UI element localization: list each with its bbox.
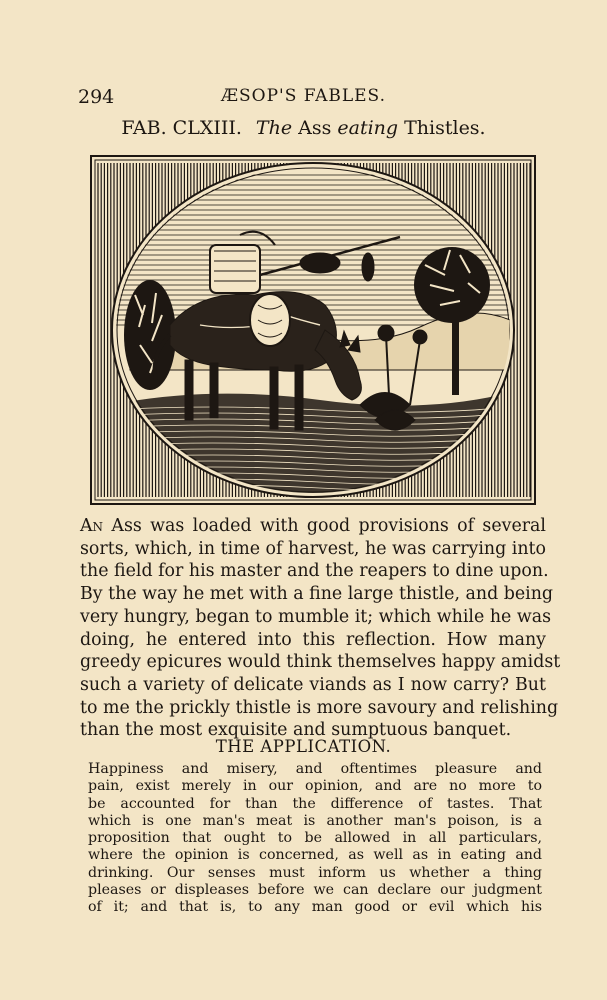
fable-number: FAB. CLXIII. [121,117,242,139]
title-ass: Ass [292,117,338,139]
text-line: Happiness and misery, and oftentimes pleasure and [88,761,542,777]
dropcap-word: An [80,516,104,536]
title-thistles: Thistles. [398,117,486,139]
fable-text [80,515,561,742]
text-line: be accounted for than the difference of tastes. That [88,795,542,812]
page-number: 294 [78,86,115,108]
text-line: By the way he met with a fine large thistle, and being [80,584,554,605]
running-head: ÆSOP'S FABLES. [221,86,386,106]
title-eating: eating [337,117,399,139]
text-line: very hungry, began to mumble it; which while he was [80,606,552,627]
text-line: pain, exist merely in our opinion, and are no more to [88,778,542,795]
text-line: doing, he entered into this reflection. How many [80,629,546,650]
text-line: greedy epicures would think themselves happy amidst [80,652,561,673]
application-text [88,761,542,916]
text-line: pleases or displeases before we can declare our judgment [88,881,542,898]
text-line: the field for his master and the reapers to dine upon. [80,561,549,582]
text-line: drinking. Our senses must inform us whether a thing [88,864,542,881]
text-line [80,515,546,538]
text-line: which is one man's meat is another man's poison, is a [88,812,542,829]
text-line: to me the prickly thistle is more savoury and relishing [80,697,559,718]
text-line-content: Ass was loaded with good provisions of several [103,516,546,536]
title-the: The [255,117,293,139]
fable-title [0,117,607,139]
application-heading: THE APPLICATION. [215,737,392,756]
woodcut-illustration [90,155,536,505]
text-line: than the most exquisite and sumptuous banquet. [80,720,512,741]
text-line: sorts, which, in time of harvest, he was carrying into [80,538,546,559]
text-line: of it; and that is, to any man good or evil which his [88,899,542,915]
text-line: where the opinion is concerned, as well as in eating and [88,847,542,864]
text-line: proposition that ought to be allowed in all particulars, [88,830,542,846]
text-line: such a variety of delicate viands as I now carry? But [80,674,546,695]
